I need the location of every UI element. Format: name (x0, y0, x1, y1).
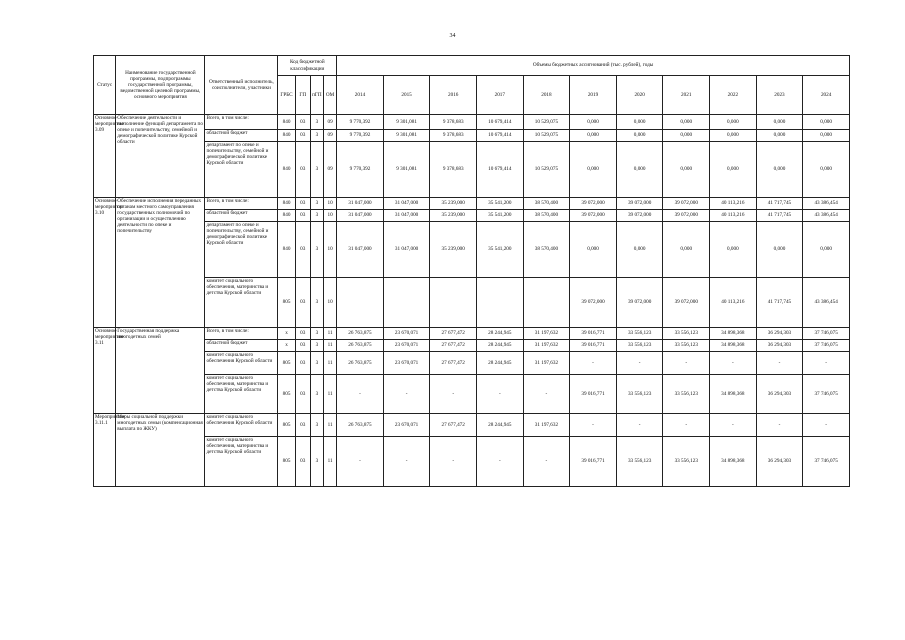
value-cell: 0,000 (663, 130, 710, 142)
value-cell: 39 072,000 (616, 210, 663, 222)
value-cell: 23 670,071 (383, 352, 430, 375)
value-cell: 9 301,081 (383, 115, 430, 130)
value-cell: 31 197,632 (523, 328, 570, 340)
grbs-cell: 840 (278, 198, 295, 210)
value-cell: - (756, 352, 803, 375)
name-cell: Обеспечение исполнения переданных органам местного самоуправления государственных полномочий по организации и осуществлению деятельности по опеке и попечительству (116, 198, 205, 328)
gp-cell: 03 (295, 414, 310, 437)
header-year: 2016 (430, 76, 477, 115)
header-code-col: пГП (310, 76, 323, 115)
value-cell: 9 770,392 (337, 130, 384, 142)
executor-cell: Всего, в том числе: (205, 328, 278, 340)
grbs-cell: 840 (278, 142, 295, 198)
value-cell: 10 529,075 (523, 130, 570, 142)
value-cell: 43 386,454 (803, 210, 850, 222)
header-year: 2022 (710, 76, 757, 115)
pgp-cell: 3 (310, 130, 323, 142)
name-cell: Обеспечение деятельности и выполнение функций департамента по опеке и попечительству, семейной и демографической политике Курской области (116, 115, 205, 198)
value-cell: 41 717,745 (756, 198, 803, 210)
header-year: 2018 (523, 76, 570, 115)
executor-cell: областной бюджет (205, 130, 278, 142)
value-cell: 27 677,472 (430, 340, 477, 352)
gp-cell: 03 (295, 278, 310, 328)
header-year: 2023 (756, 76, 803, 115)
gp-cell: 03 (295, 210, 310, 222)
pgp-cell: 3 (310, 115, 323, 130)
value-cell: 9 770,392 (337, 115, 384, 130)
value-cell (523, 278, 570, 328)
value-cell: 34 898,368 (710, 375, 757, 414)
value-cell: 36 294,303 (756, 375, 803, 414)
value-cell: - (523, 375, 570, 414)
header-code-col: ГП (295, 76, 310, 115)
gp-cell: 03 (295, 352, 310, 375)
value-cell: 0,000 (710, 115, 757, 130)
value-cell: 34 898,368 (710, 328, 757, 340)
header-year: 2024 (803, 76, 850, 115)
value-cell: 0,000 (803, 130, 850, 142)
value-cell: 31 047,000 (383, 222, 430, 278)
value-cell: - (616, 352, 663, 375)
executor-cell: комитет социального обеспечения, материнства и детства Курской области (205, 437, 278, 487)
value-cell: 0,000 (616, 115, 663, 130)
om-cell: 09 (323, 142, 336, 198)
header-code-col: ГРБС (278, 76, 295, 115)
om-cell: 10 (323, 210, 336, 222)
om-cell: 09 (323, 130, 336, 142)
value-cell: - (756, 414, 803, 437)
om-cell: 11 (323, 414, 336, 437)
value-cell: - (663, 414, 710, 437)
value-cell: 38 570,400 (523, 198, 570, 210)
table-row (94, 340, 850, 352)
value-cell: 34 898,368 (710, 437, 757, 487)
value-cell: 37 746,075 (803, 437, 850, 487)
value-cell: 26 763,875 (337, 414, 384, 437)
value-cell: 39 016,771 (570, 437, 617, 487)
table-row (94, 278, 850, 328)
value-cell: 39 072,000 (570, 210, 617, 222)
value-cell: 0,000 (663, 115, 710, 130)
executor-cell: комитет социального обеспечения Курской области (205, 414, 278, 437)
value-cell: 40 113,216 (710, 278, 757, 328)
value-cell: 9 301,081 (383, 130, 430, 142)
value-cell: 28 244,945 (477, 340, 524, 352)
value-cell (383, 278, 430, 328)
value-cell: 0,000 (616, 222, 663, 278)
grbs-cell: х (278, 328, 295, 340)
value-cell: 0,000 (570, 130, 617, 142)
table-row (94, 375, 850, 414)
header-volumes: Объемы бюджетных ассигнований (тыс. рублей), годы (337, 56, 850, 76)
value-cell: 0,000 (756, 115, 803, 130)
om-cell: 10 (323, 222, 336, 278)
pgp-cell: 3 (310, 352, 323, 375)
value-cell: 33 556,123 (663, 375, 710, 414)
value-cell: 38 570,400 (523, 222, 570, 278)
gp-cell: 03 (295, 375, 310, 414)
value-cell: 0,000 (663, 142, 710, 198)
value-cell: 35 541,200 (477, 210, 524, 222)
pgp-cell: 3 (310, 375, 323, 414)
value-cell: 39 072,000 (616, 198, 663, 210)
pgp-cell: 3 (310, 414, 323, 437)
value-cell: 26 763,875 (337, 340, 384, 352)
value-cell: 39 016,771 (570, 328, 617, 340)
value-cell: 41 717,745 (756, 278, 803, 328)
table-row (94, 328, 850, 340)
table-row (94, 198, 850, 210)
table-row (94, 130, 850, 142)
value-cell: 0,000 (710, 130, 757, 142)
value-cell: 9 378,683 (430, 142, 477, 198)
value-cell: 9 301,081 (383, 142, 430, 198)
value-cell: 31 047,000 (337, 222, 384, 278)
value-cell: 37 746,075 (803, 375, 850, 414)
status-cell: Основное мероприятие 3.10 (94, 198, 116, 328)
executor-cell: Всего, в том числе: (205, 198, 278, 210)
gp-cell: 03 (295, 437, 310, 487)
value-cell: 33 556,123 (663, 328, 710, 340)
value-cell: 39 072,000 (663, 210, 710, 222)
value-cell: 35 541,200 (477, 222, 524, 278)
executor-cell: областной бюджет (205, 340, 278, 352)
value-cell: - (803, 352, 850, 375)
table-row (94, 352, 850, 375)
gp-cell: 03 (295, 340, 310, 352)
value-cell: 10 679,414 (477, 130, 524, 142)
grbs-cell: 840 (278, 115, 295, 130)
value-cell: 39 016,771 (570, 340, 617, 352)
om-cell: 09 (323, 115, 336, 130)
name-cell: Государственная поддержка многодетных семей (116, 328, 205, 414)
header-code-col: ОМ (323, 76, 336, 115)
value-cell: 33 556,123 (616, 328, 663, 340)
grbs-cell: 805 (278, 437, 295, 487)
executor-cell: Всего, в том числе: (205, 115, 278, 130)
om-cell: 10 (323, 278, 336, 328)
value-cell: 0,000 (756, 130, 803, 142)
header-year: 2019 (570, 76, 617, 115)
executor-cell: комитет социального обеспечения Курской области (205, 352, 278, 375)
value-cell: - (430, 437, 477, 487)
value-cell: 39 072,000 (616, 278, 663, 328)
value-cell: 40 113,216 (710, 198, 757, 210)
pgp-cell: 3 (310, 328, 323, 340)
value-cell: - (710, 352, 757, 375)
executor-cell: департамент по опеке и попечительству, семейной и демографической политике Курской области (205, 142, 278, 198)
value-cell: 36 294,303 (756, 437, 803, 487)
value-cell: 0,000 (803, 115, 850, 130)
value-cell: 28 244,945 (477, 328, 524, 340)
value-cell (430, 278, 477, 328)
value-cell: - (430, 375, 477, 414)
executor-cell: областной бюджет (205, 210, 278, 222)
value-cell: - (803, 414, 850, 437)
pgp-cell: 3 (310, 198, 323, 210)
value-cell: 43 386,454 (803, 198, 850, 210)
budget-table (93, 55, 850, 487)
value-cell: 28 244,945 (477, 352, 524, 375)
value-cell: - (477, 375, 524, 414)
om-cell: 11 (323, 340, 336, 352)
executor-cell: департамент по опеке и попечительству, семейной и демографической политике Курской области (205, 222, 278, 278)
pgp-cell: 3 (310, 437, 323, 487)
value-cell: 0,000 (756, 222, 803, 278)
value-cell: 10 679,414 (477, 142, 524, 198)
value-cell: - (477, 437, 524, 487)
om-cell: 11 (323, 352, 336, 375)
gp-cell: 03 (295, 198, 310, 210)
value-cell: 35 239,000 (430, 198, 477, 210)
status-cell: Основное мероприятие 3.09 (94, 115, 116, 198)
value-cell: - (383, 437, 430, 487)
value-cell (477, 278, 524, 328)
gp-cell: 03 (295, 115, 310, 130)
value-cell: 36 294,303 (756, 328, 803, 340)
value-cell: 0,000 (803, 142, 850, 198)
value-cell: - (616, 414, 663, 437)
table-row (94, 437, 850, 487)
value-cell: 9 770,392 (337, 142, 384, 198)
gp-cell: 03 (295, 142, 310, 198)
value-cell: 31 047,000 (383, 198, 430, 210)
value-cell: 0,000 (616, 142, 663, 198)
value-cell: 33 556,123 (663, 437, 710, 487)
grbs-cell: 840 (278, 130, 295, 142)
header-name: Наименование государственной программы, подпрограммы государственной программы, ведомственной целевой программы, основного мероприятия (116, 56, 205, 115)
table-row (94, 142, 850, 198)
value-cell: 35 239,000 (430, 222, 477, 278)
value-cell: 0,000 (710, 142, 757, 198)
header-executor: Ответственный исполнитель, соисполнители, участники (205, 56, 278, 115)
value-cell: 31 047,000 (337, 210, 384, 222)
value-cell: 39 072,000 (663, 198, 710, 210)
pgp-cell: 3 (310, 222, 323, 278)
executor-cell: комитет социального обеспечения, материнства и детства Курской области (205, 278, 278, 328)
value-cell: 31 197,632 (523, 340, 570, 352)
name-cell: Меры социальной поддержки многодетных семьи (компенсационная выплата по ЖКУ) (116, 414, 205, 487)
value-cell: 33 556,123 (616, 437, 663, 487)
value-cell: 28 244,945 (477, 414, 524, 437)
value-cell: 0,000 (570, 115, 617, 130)
header-year: 2020 (616, 76, 663, 115)
gp-cell: 03 (295, 130, 310, 142)
value-cell (337, 278, 384, 328)
value-cell: - (570, 352, 617, 375)
om-cell: 11 (323, 437, 336, 487)
value-cell: - (570, 414, 617, 437)
value-cell: - (663, 352, 710, 375)
header-budget-code: Код бюджетной классификации (278, 56, 337, 76)
value-cell: 10 529,075 (523, 142, 570, 198)
value-cell: 0,000 (803, 222, 850, 278)
value-cell: 31 047,000 (337, 198, 384, 210)
value-cell: 0,000 (710, 222, 757, 278)
table-row (94, 222, 850, 278)
grbs-cell: 805 (278, 278, 295, 328)
value-cell: 9 378,683 (430, 130, 477, 142)
value-cell: 38 570,400 (523, 210, 570, 222)
pgp-cell: 3 (310, 142, 323, 198)
value-cell: 33 556,123 (663, 340, 710, 352)
value-cell: 35 541,200 (477, 198, 524, 210)
grbs-cell: 805 (278, 375, 295, 414)
grbs-cell: 840 (278, 222, 295, 278)
executor-cell: комитет социального обеспечения, материнства и детства Курской области (205, 375, 278, 414)
value-cell: 37 746,075 (803, 328, 850, 340)
value-cell: 0,000 (616, 130, 663, 142)
pgp-cell: 3 (310, 278, 323, 328)
value-cell: 10 529,075 (523, 115, 570, 130)
value-cell: 37 746,075 (803, 340, 850, 352)
value-cell: - (710, 414, 757, 437)
header-status: Статус (94, 56, 116, 115)
om-cell: 11 (323, 328, 336, 340)
status-cell: Основное мероприятие 3.11 (94, 328, 116, 414)
value-cell: 39 072,000 (570, 278, 617, 328)
value-cell: 23 670,071 (383, 328, 430, 340)
value-cell: 27 677,472 (430, 352, 477, 375)
table-row (94, 210, 850, 222)
value-cell: 27 677,472 (430, 414, 477, 437)
value-cell: 33 556,123 (616, 375, 663, 414)
value-cell: 0,000 (570, 142, 617, 198)
om-cell: 11 (323, 375, 336, 414)
header-year: 2014 (337, 76, 384, 115)
value-cell: 9 378,683 (430, 115, 477, 130)
value-cell: 35 239,000 (430, 210, 477, 222)
value-cell: 31 047,000 (383, 210, 430, 222)
value-cell: - (337, 375, 384, 414)
value-cell: 43 386,454 (803, 278, 850, 328)
gp-cell: 03 (295, 328, 310, 340)
value-cell: 41 717,745 (756, 210, 803, 222)
pgp-cell: 3 (310, 340, 323, 352)
value-cell: - (383, 375, 430, 414)
value-cell: 10 679,414 (477, 115, 524, 130)
status-cell: Мероприятие 3.11.1 (94, 414, 116, 487)
header-year: 2017 (477, 76, 524, 115)
value-cell: 39 072,000 (570, 198, 617, 210)
value-cell: 31 197,632 (523, 414, 570, 437)
value-cell: 40 113,216 (710, 210, 757, 222)
grbs-cell: х (278, 340, 295, 352)
value-cell: 23 670,071 (383, 414, 430, 437)
value-cell: 31 197,632 (523, 352, 570, 375)
value-cell: - (337, 437, 384, 487)
value-cell: - (523, 437, 570, 487)
value-cell: 0,000 (756, 142, 803, 198)
om-cell: 10 (323, 198, 336, 210)
value-cell: 36 294,303 (756, 340, 803, 352)
table-row (94, 115, 850, 130)
value-cell: 26 763,875 (337, 328, 384, 340)
value-cell: 0,000 (663, 222, 710, 278)
value-cell: 27 677,472 (430, 328, 477, 340)
value-cell: 33 556,123 (616, 340, 663, 352)
header-year: 2015 (383, 76, 430, 115)
page-number: 34 (449, 33, 456, 39)
grbs-cell: 840 (278, 210, 295, 222)
header-year: 2021 (663, 76, 710, 115)
value-cell: 26 763,875 (337, 352, 384, 375)
grbs-cell: 805 (278, 414, 295, 437)
pgp-cell: 3 (310, 210, 323, 222)
value-cell: 23 670,071 (383, 340, 430, 352)
grbs-cell: 805 (278, 352, 295, 375)
gp-cell: 03 (295, 222, 310, 278)
value-cell: 39 072,000 (663, 278, 710, 328)
value-cell: 39 016,771 (570, 375, 617, 414)
table-row (94, 414, 850, 437)
value-cell: 34 898,368 (710, 340, 757, 352)
value-cell: 0,000 (570, 222, 617, 278)
